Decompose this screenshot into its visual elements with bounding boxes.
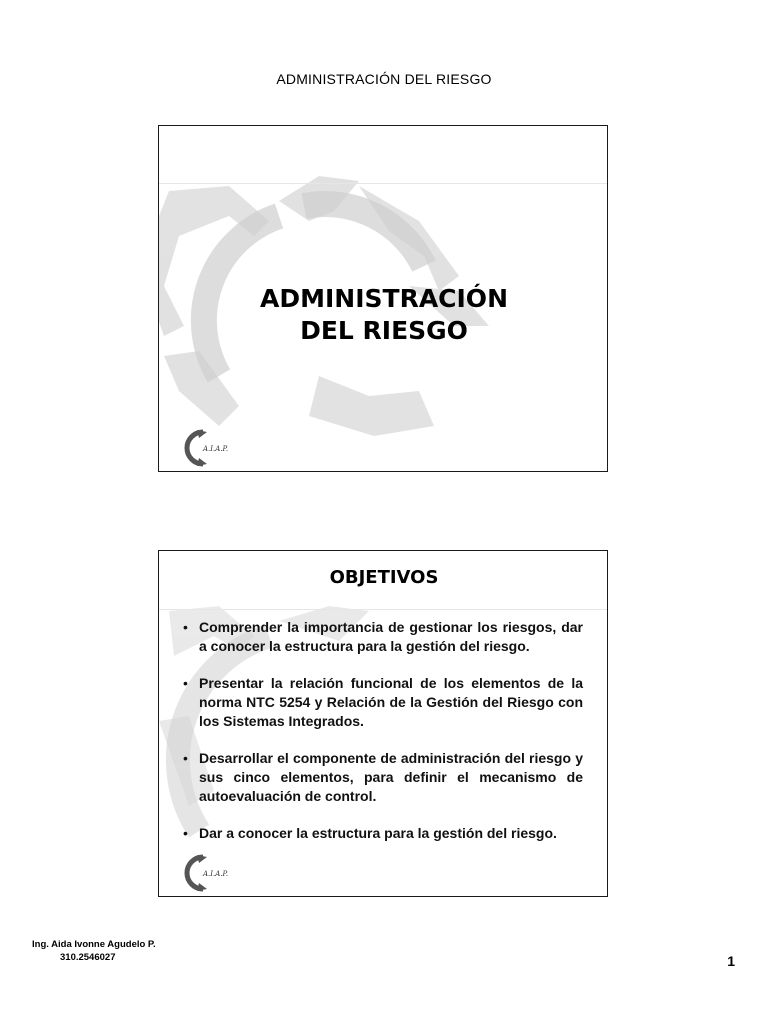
- slide-title-line-1: ADMINISTRACIÓN: [260, 284, 508, 313]
- footer-author: Ing. Aida Ivonne Agudelo P.: [32, 939, 156, 950]
- title-slide: [158, 125, 608, 472]
- objectives-list: [181, 618, 583, 861]
- list-item: • Presentar la relación funcional de los elementos de la norma NTC 5254 y Relación de la Gestión del Riesgo con los Sistemas Integrados.: [183, 675, 583, 729]
- bullet-icon: •: [183, 619, 188, 635]
- slide-header-rule: [159, 609, 607, 610]
- objectives-slide: [158, 550, 608, 897]
- bullet-icon: •: [183, 675, 188, 691]
- logo-text: A.I.A.P.: [203, 445, 229, 453]
- list-item: • Dar a conocer la estructura para la gestión del riesgo.: [183, 825, 557, 841]
- slide-title: [159, 283, 608, 347]
- bullet-icon: •: [183, 750, 188, 766]
- slide-title-line-2: DEL RIESGO: [300, 316, 468, 345]
- list-item: • Desarrollar el componente de administración del riesgo y sus cinco elementos, para definir el mecanismo de autoevaluación de control.: [183, 750, 583, 804]
- logo-text: A.I.A.P.: [203, 870, 229, 878]
- footer-phone: 310.2546027: [60, 952, 116, 963]
- list-item: • Comprender la importancia de gestionar los riesgos, dar a conocer la estructura para la gestión del riesgo.: [183, 619, 583, 654]
- aiap-logo-icon: [183, 851, 235, 895]
- page-header: ADMINISTRACIÓN DEL RIESGO: [276, 71, 492, 87]
- slide-title: OBJETIVOS: [329, 567, 439, 588]
- slide-header-rule: [159, 183, 607, 184]
- aiap-logo-icon: [183, 426, 235, 470]
- bullet-icon: •: [183, 825, 188, 841]
- page-number: 1: [727, 953, 735, 969]
